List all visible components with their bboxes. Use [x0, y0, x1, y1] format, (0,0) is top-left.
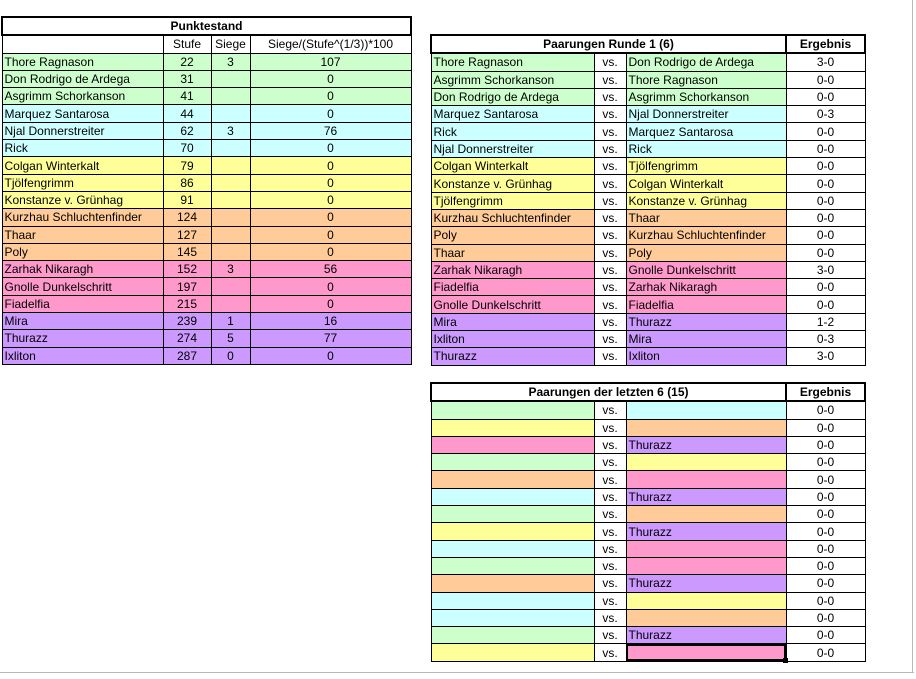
player-name-cell[interactable]: Gnolle Dunkelschritt [2, 278, 163, 295]
player-b-cell[interactable]: Colgan Winterkalt [626, 175, 786, 192]
result-cell[interactable]: 0-0 [786, 244, 865, 261]
pairing-row [431, 454, 865, 471]
stufe-cell[interactable]: 86 [163, 174, 211, 191]
player-a-cell[interactable]: Zarhak Nikaragh [431, 261, 594, 278]
player-b-cell[interactable] [626, 592, 786, 609]
score-row [2, 226, 411, 243]
vs-cell[interactable]: vs. [594, 106, 626, 123]
player-a-cell[interactable] [431, 592, 594, 609]
player-a-cell[interactable] [431, 644, 594, 661]
vs-cell[interactable]: vs. [594, 348, 626, 365]
pairing-row [431, 419, 865, 436]
score-row [2, 295, 411, 312]
siege-cell[interactable]: 0 [211, 347, 250, 364]
vs-cell[interactable]: vs. [594, 140, 626, 157]
stufe-cell[interactable]: 62 [163, 122, 211, 139]
player-a-cell[interactable] [431, 506, 594, 523]
player-a-cell[interactable]: Poly [431, 227, 594, 244]
vs-cell[interactable]: vs. [594, 471, 626, 488]
score-row [2, 261, 411, 278]
player-a-cell[interactable] [431, 575, 594, 592]
result-cell[interactable]: 0-0 [786, 192, 865, 209]
header-siege[interactable]: Siege [211, 35, 250, 53]
round-1-result-header[interactable]: Ergebnis [786, 35, 865, 53]
player-b-cell[interactable]: Njal Donnerstreiter [626, 106, 786, 123]
player-b-cell[interactable]: Mira [626, 331, 786, 348]
stufe-cell[interactable]: 274 [163, 330, 211, 347]
player-a-cell[interactable] [431, 557, 594, 574]
player-name-cell[interactable]: Kurzhau Schluchtenfinder [2, 209, 163, 226]
player-b-cell[interactable]: Thurazz [626, 627, 786, 644]
score-value-cell[interactable]: 76 [250, 122, 411, 139]
result-cell[interactable]: 0-0 [786, 488, 865, 505]
score-value-cell[interactable]: 0 [250, 70, 411, 87]
result-cell[interactable]: 3-0 [786, 348, 865, 365]
pairing-row [431, 123, 865, 140]
player-b-cell[interactable]: Tjölfengrimm [626, 158, 786, 175]
round-1-title[interactable]: Paarungen Runde 1 (6) [431, 35, 786, 53]
header-score[interactable]: Siege/(Stufe^(1/3))*100 [250, 35, 411, 53]
vs-cell[interactable]: vs. [594, 609, 626, 626]
pairing-row [431, 88, 865, 105]
stufe-cell[interactable]: 44 [163, 105, 211, 122]
siege-cell[interactable] [211, 174, 250, 191]
score-row [2, 70, 411, 87]
stufe-cell[interactable]: 79 [163, 157, 211, 174]
player-b-cell[interactable] [626, 644, 786, 661]
player-a-cell[interactable]: Thurazz [431, 348, 594, 365]
pairing-row [431, 71, 865, 88]
result-cell[interactable]: 0-0 [786, 609, 865, 626]
vs-cell[interactable]: vs. [594, 488, 626, 505]
vs-cell[interactable]: vs. [594, 227, 626, 244]
player-b-cell[interactable]: Marquez Santarosa [626, 123, 786, 140]
score-table [1, 16, 412, 365]
vs-cell[interactable]: vs. [594, 88, 626, 105]
player-name-cell[interactable]: Thore Ragnason [2, 53, 163, 70]
vs-cell[interactable]: vs. [594, 506, 626, 523]
player-b-cell[interactable]: Fiadelfia [626, 296, 786, 313]
player-a-cell[interactable]: Marquez Santarosa [431, 106, 594, 123]
siege-cell[interactable] [211, 209, 250, 226]
siege-cell[interactable] [211, 157, 250, 174]
vs-cell[interactable]: vs. [594, 158, 626, 175]
vs-cell[interactable]: vs. [594, 627, 626, 644]
player-a-cell[interactable] [431, 540, 594, 557]
siege-cell[interactable] [211, 191, 250, 208]
header-stufe[interactable]: Stufe [163, 35, 211, 53]
siege-cell[interactable] [211, 105, 250, 122]
pairing-row [431, 506, 865, 523]
result-cell[interactable]: 0-0 [786, 575, 865, 592]
player-name-cell[interactable]: Tjölfengrimm [2, 174, 163, 191]
pairing-row [431, 401, 865, 419]
vs-cell[interactable]: vs. [594, 436, 626, 453]
player-name-cell[interactable]: Zarhak Nikaragh [2, 261, 163, 278]
vs-cell[interactable]: vs. [594, 175, 626, 192]
fill-handle[interactable] [783, 658, 788, 663]
last-6-title[interactable]: Paarungen der letzten 6 (15) [431, 383, 786, 401]
result-cell[interactable]: 3-0 [786, 53, 865, 71]
score-row [2, 122, 411, 139]
score-value-cell[interactable]: 0 [250, 209, 411, 226]
last-6-result-header[interactable]: Ergebnis [786, 383, 865, 401]
player-a-cell[interactable]: Tjölfengrimm [431, 192, 594, 209]
pairing-row [431, 540, 865, 557]
score-row [2, 209, 411, 226]
vs-cell[interactable]: vs. [594, 313, 626, 330]
pairing-row [431, 592, 865, 609]
player-name-cell[interactable]: Ixliton [2, 347, 163, 364]
player-b-cell[interactable]: Thurazz [626, 575, 786, 592]
player-b-cell[interactable]: Thurazz [626, 313, 786, 330]
player-b-cell[interactable]: Thurazz [626, 436, 786, 453]
vs-cell[interactable]: vs. [594, 575, 626, 592]
player-name-cell[interactable]: Mira [2, 313, 163, 330]
pairing-row [431, 296, 865, 313]
result-cell[interactable]: 0-0 [786, 88, 865, 105]
pairing-row [431, 644, 865, 661]
result-cell[interactable]: 0-0 [786, 540, 865, 557]
result-cell[interactable]: 3-0 [786, 261, 865, 278]
score-row [2, 174, 411, 191]
player-a-cell[interactable] [431, 401, 594, 419]
player-a-cell[interactable]: Ixliton [431, 331, 594, 348]
pairing-row [431, 313, 865, 330]
pairing-row [431, 471, 865, 488]
player-a-cell[interactable] [431, 419, 594, 436]
player-b-cell[interactable] [626, 401, 786, 419]
player-a-cell[interactable] [431, 488, 594, 505]
stufe-cell[interactable]: 152 [163, 261, 211, 278]
score-value-cell[interactable]: 0 [250, 88, 411, 105]
pairing-row [431, 53, 865, 71]
vs-cell[interactable]: vs. [594, 296, 626, 313]
pairing-row [431, 348, 865, 365]
pairing-row [431, 523, 865, 540]
score-value-cell[interactable]: 0 [250, 243, 411, 260]
stufe-cell[interactable]: 70 [163, 140, 211, 157]
player-b-cell[interactable]: Kurzhau Schluchtenfinder [626, 227, 786, 244]
siege-cell[interactable]: 3 [211, 53, 250, 70]
player-a-cell[interactable]: Mira [431, 313, 594, 330]
vs-cell[interactable]: vs. [594, 53, 626, 71]
stufe-cell[interactable]: 41 [163, 88, 211, 105]
round-1-pairings-table [430, 34, 866, 366]
siege-cell[interactable] [211, 70, 250, 87]
pairing-row [431, 609, 865, 626]
result-cell[interactable]: 0-0 [786, 123, 865, 140]
player-b-cell[interactable]: Thore Ragnason [626, 71, 786, 88]
result-cell[interactable]: 0-0 [786, 436, 865, 453]
vs-cell[interactable]: vs. [594, 331, 626, 348]
score-row [2, 105, 411, 122]
player-a-cell[interactable]: Fiadelfia [431, 279, 594, 296]
window-right-edge [912, 0, 916, 672]
pairing-row [431, 575, 865, 592]
player-b-cell[interactable]: Thurazz [626, 523, 786, 540]
player-b-cell[interactable]: Gnolle Dunkelschritt [626, 261, 786, 278]
result-cell[interactable]: 0-0 [786, 71, 865, 88]
stufe-cell[interactable]: 197 [163, 278, 211, 295]
result-cell[interactable]: 0-0 [786, 592, 865, 609]
vs-cell[interactable]: vs. [594, 592, 626, 609]
vs-cell[interactable]: vs. [594, 419, 626, 436]
player-a-cell[interactable] [431, 454, 594, 471]
player-name-cell[interactable]: Rick [2, 140, 163, 157]
player-b-cell[interactable]: Rick [626, 140, 786, 157]
score-row [2, 157, 411, 174]
pairing-row [431, 175, 865, 192]
siege-cell[interactable] [211, 278, 250, 295]
score-row [2, 347, 411, 364]
player-name-cell[interactable]: Njal Donnerstreiter [2, 122, 163, 139]
player-b-cell[interactable]: Asgrimm Schorkanson [626, 88, 786, 105]
player-b-cell[interactable]: Zarhak Nikaragh [626, 279, 786, 296]
player-a-cell[interactable]: Thore Ragnason [431, 53, 594, 71]
result-cell[interactable]: 0-0 [786, 140, 865, 157]
player-name-cell[interactable]: Poly [2, 243, 163, 260]
score-row [2, 88, 411, 105]
result-cell[interactable]: 0-0 [786, 627, 865, 644]
score-value-cell[interactable]: 0 [250, 140, 411, 157]
result-cell[interactable]: 0-0 [786, 644, 865, 661]
player-a-cell[interactable]: Kurzhau Schluchtenfinder [431, 209, 594, 226]
result-cell[interactable]: 0-0 [786, 158, 865, 175]
player-a-cell[interactable]: Rick [431, 123, 594, 140]
player-a-cell[interactable]: Njal Donnerstreiter [431, 140, 594, 157]
pairing-row [431, 158, 865, 175]
player-name-cell[interactable]: Fiadelfia [2, 295, 163, 312]
score-value-cell[interactable]: 107 [250, 53, 411, 70]
result-cell[interactable]: 0-0 [786, 175, 865, 192]
player-a-cell[interactable]: Don Rodrigo de Ardega [431, 88, 594, 105]
pairing-row [431, 192, 865, 209]
vs-cell[interactable]: vs. [594, 540, 626, 557]
score-value-cell[interactable]: 0 [250, 157, 411, 174]
score-row [2, 330, 411, 347]
player-name-cell[interactable]: Colgan Winterkalt [2, 157, 163, 174]
player-b-cell[interactable] [626, 609, 786, 626]
stufe-cell[interactable]: 145 [163, 243, 211, 260]
vs-cell[interactable]: vs. [594, 192, 626, 209]
stufe-cell[interactable]: 287 [163, 347, 211, 364]
player-b-cell[interactable] [626, 506, 786, 523]
player-b-cell[interactable]: Don Rodrigo de Ardega [626, 53, 786, 71]
player-b-cell[interactable]: Konstanze v. Grünhag [626, 192, 786, 209]
pairing-row [431, 244, 865, 261]
header-name[interactable] [2, 35, 163, 53]
stufe-cell[interactable]: 22 [163, 53, 211, 70]
player-b-cell[interactable]: Thaar [626, 209, 786, 226]
vs-cell[interactable]: vs. [594, 261, 626, 278]
score-row [2, 191, 411, 208]
result-cell[interactable]: 0-0 [786, 523, 865, 540]
stufe-cell[interactable]: 239 [163, 313, 211, 330]
siege-cell[interactable] [211, 295, 250, 312]
vs-cell[interactable]: vs. [594, 244, 626, 261]
vs-cell[interactable]: vs. [594, 401, 626, 419]
score-row [2, 53, 411, 70]
player-name-cell[interactable]: Asgrimm Schorkanson [2, 88, 163, 105]
siege-cell[interactable] [211, 226, 250, 243]
score-value-cell[interactable]: 16 [250, 313, 411, 330]
score-value-cell[interactable]: 77 [250, 330, 411, 347]
player-name-cell[interactable]: Don Rodrigo de Ardega [2, 70, 163, 87]
result-cell[interactable]: 0-0 [786, 557, 865, 574]
player-name-cell[interactable]: Konstanze v. Grünhag [2, 191, 163, 208]
siege-cell[interactable] [211, 243, 250, 260]
player-a-cell[interactable]: Thaar [431, 244, 594, 261]
score-row [2, 140, 411, 157]
result-cell[interactable]: 0-0 [786, 401, 865, 419]
player-b-cell[interactable]: Ixliton [626, 348, 786, 365]
siege-cell[interactable]: 5 [211, 330, 250, 347]
result-cell[interactable]: 0-0 [786, 279, 865, 296]
result-cell[interactable]: 0-0 [786, 454, 865, 471]
vs-cell[interactable]: vs. [594, 123, 626, 140]
pairing-row [431, 557, 865, 574]
score-value-cell[interactable]: 0 [250, 174, 411, 191]
vs-cell[interactable]: vs. [594, 279, 626, 296]
last-6-pairings-table [430, 382, 866, 662]
score-value-cell[interactable]: 56 [250, 261, 411, 278]
player-name-cell[interactable]: Thurazz [2, 330, 163, 347]
player-b-cell[interactable] [626, 471, 786, 488]
player-a-cell[interactable] [431, 471, 594, 488]
score-value-cell[interactable]: 0 [250, 295, 411, 312]
vs-cell[interactable]: vs. [594, 523, 626, 540]
player-name-cell[interactable]: Marquez Santarosa [2, 105, 163, 122]
player-b-cell[interactable] [626, 419, 786, 436]
result-cell[interactable]: 0-3 [786, 331, 865, 348]
pairing-row [431, 227, 865, 244]
siege-cell[interactable]: 3 [211, 122, 250, 139]
siege-cell[interactable] [211, 88, 250, 105]
score-row [2, 243, 411, 260]
vs-cell[interactable]: vs. [594, 557, 626, 574]
stufe-cell[interactable]: 127 [163, 226, 211, 243]
player-b-cell[interactable]: Poly [626, 244, 786, 261]
siege-cell[interactable] [211, 140, 250, 157]
stufe-cell[interactable]: 91 [163, 191, 211, 208]
result-cell[interactable]: 0-0 [786, 227, 865, 244]
score-value-cell[interactable]: 0 [250, 226, 411, 243]
siege-cell[interactable]: 1 [211, 313, 250, 330]
player-a-cell[interactable] [431, 609, 594, 626]
result-cell[interactable]: 0-0 [786, 209, 865, 226]
result-cell[interactable]: 0-3 [786, 106, 865, 123]
player-a-cell[interactable]: Asgrimm Schorkanson [431, 71, 594, 88]
pairing-row [431, 331, 865, 348]
pairing-row [431, 627, 865, 644]
score-row [2, 313, 411, 330]
siege-cell[interactable]: 3 [211, 261, 250, 278]
pairing-row [431, 488, 865, 505]
player-a-cell[interactable] [431, 436, 594, 453]
score-value-cell[interactable]: 0 [250, 191, 411, 208]
pairing-row [431, 106, 865, 123]
result-cell[interactable]: 0-0 [786, 296, 865, 313]
player-a-cell[interactable]: Colgan Winterkalt [431, 158, 594, 175]
vs-cell[interactable]: vs. [594, 454, 626, 471]
player-b-cell[interactable] [626, 540, 786, 557]
stufe-cell[interactable]: 124 [163, 209, 211, 226]
score-value-cell[interactable]: 0 [250, 278, 411, 295]
player-a-cell[interactable]: Konstanze v. Grünhag [431, 175, 594, 192]
score-table-title[interactable]: Punktestand [2, 17, 411, 35]
player-name-cell[interactable]: Thaar [2, 226, 163, 243]
player-b-cell[interactable] [626, 454, 786, 471]
score-row [2, 278, 411, 295]
pairing-row [431, 140, 865, 157]
player-a-cell[interactable] [431, 523, 594, 540]
pairing-row [431, 436, 865, 453]
stufe-cell[interactable]: 31 [163, 70, 211, 87]
player-b-cell[interactable] [626, 557, 786, 574]
stufe-cell[interactable]: 215 [163, 295, 211, 312]
pairing-row [431, 261, 865, 278]
player-a-cell[interactable] [431, 627, 594, 644]
result-cell[interactable]: 1-2 [786, 313, 865, 330]
vs-cell[interactable]: vs. [594, 209, 626, 226]
result-cell[interactable]: 0-0 [786, 506, 865, 523]
player-b-cell[interactable]: Thurazz [626, 488, 786, 505]
vs-cell[interactable]: vs. [594, 71, 626, 88]
result-cell[interactable]: 0-0 [786, 419, 865, 436]
result-cell[interactable]: 0-0 [786, 471, 865, 488]
score-value-cell[interactable]: 0 [250, 347, 411, 364]
pairing-row [431, 279, 865, 296]
vs-cell[interactable]: vs. [594, 644, 626, 661]
score-value-cell[interactable]: 0 [250, 105, 411, 122]
pairing-row [431, 209, 865, 226]
player-a-cell[interactable]: Gnolle Dunkelschritt [431, 296, 594, 313]
